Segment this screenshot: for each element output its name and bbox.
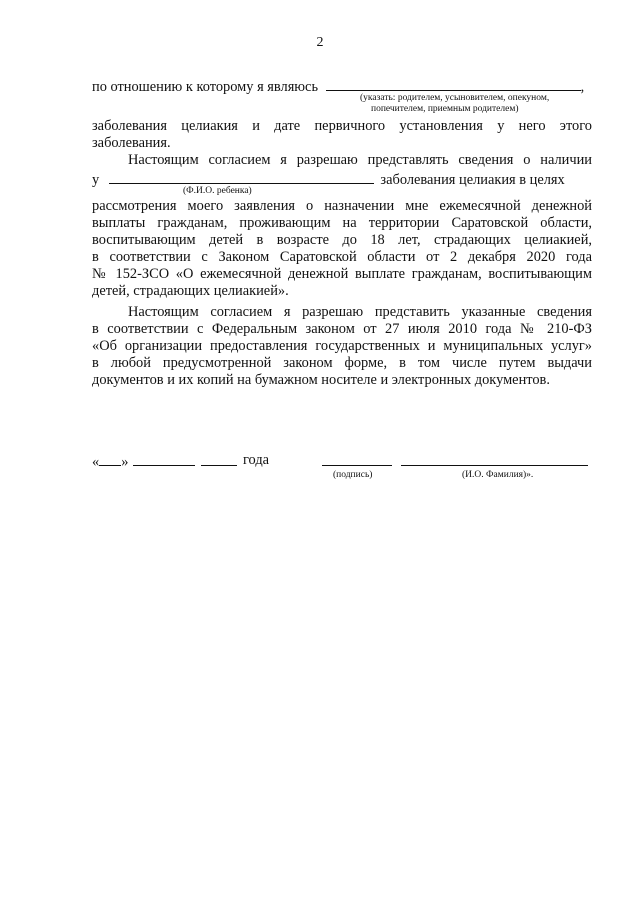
relation-comma: ,: [580, 79, 585, 95]
day-field[interactable]: [99, 452, 121, 466]
page-number: 2: [316, 35, 324, 50]
signature-hint: (подпись): [333, 470, 373, 480]
paragraph1-line2: заболевания целиакия и дате первичного установления у него этого: [92, 118, 592, 134]
date-month: [133, 452, 195, 471]
signature-field[interactable]: [322, 452, 392, 466]
paragraph2-line5: воспитывающим детей в возрасте до 18 лет, страдающих целиакией,: [92, 232, 592, 248]
month-field[interactable]: [133, 452, 195, 466]
year-word: года: [243, 452, 270, 468]
child-name-line: [92, 170, 592, 189]
signature-field-wrap: [322, 452, 392, 471]
child-prefix: у: [92, 172, 100, 188]
relation-hint-2: попечителем, приемным родителем): [371, 104, 519, 114]
fullname-hint: (И.О. Фамилия)».: [462, 470, 534, 480]
paragraph2-line1: Настоящим согласием я разрешаю представлять сведения о наличии: [128, 152, 592, 168]
quote-open: «: [92, 454, 100, 470]
paragraph2-line8: детей, страдающих целиакией».: [92, 283, 289, 299]
fullname-field-wrap: [401, 452, 588, 471]
child-line-end: заболевания целиакия в целях: [380, 172, 565, 188]
paragraph1-line3: заболевания.: [92, 135, 171, 151]
paragraph3-line5: документов и их копий на бумажном носителе и электронных документов.: [92, 372, 550, 388]
year-field[interactable]: [201, 452, 237, 466]
relation-text: по отношению к которому я являюсь: [92, 79, 319, 95]
relation-hint-1: (указать: родителем, усыновителем, опекуном,: [360, 93, 550, 103]
paragraph3-line3: «Об организации предоставления государственных и муниципальных услуг»: [92, 338, 592, 354]
relation-field[interactable]: [326, 77, 581, 91]
paragraph2-line6: в соответствии с Законом Саратовской области от 2 декабря 2020 года: [92, 249, 592, 265]
paragraph3-line1: Настоящим согласием я разрешаю представить указанные сведения: [128, 304, 592, 320]
paragraph2-line3: рассмотрения моего заявления о назначении мне ежемесячной денежной: [92, 198, 592, 214]
date-day: [92, 452, 128, 471]
paragraph3-line2: в соответствии с Федеральным законом от 27 июля 2010 года № 210-ФЗ: [92, 321, 592, 337]
paragraph2-line7: № 152-ЗСО «О ежемесячной денежной выплате гражданам, воспитывающим: [92, 266, 592, 282]
date-year: [201, 452, 237, 471]
quote-close: »: [121, 454, 129, 470]
fullname-field[interactable]: [401, 452, 588, 466]
child-name-hint: (Ф.И.О. ребенка): [183, 186, 252, 196]
child-name-field[interactable]: [109, 170, 374, 184]
paragraph3-line4: в любой предусмотренной законом форме, в том числе путем выдачи: [92, 355, 592, 371]
paragraph2-line4: выплаты гражданам, проживающим на территории Саратовской области,: [92, 215, 592, 231]
